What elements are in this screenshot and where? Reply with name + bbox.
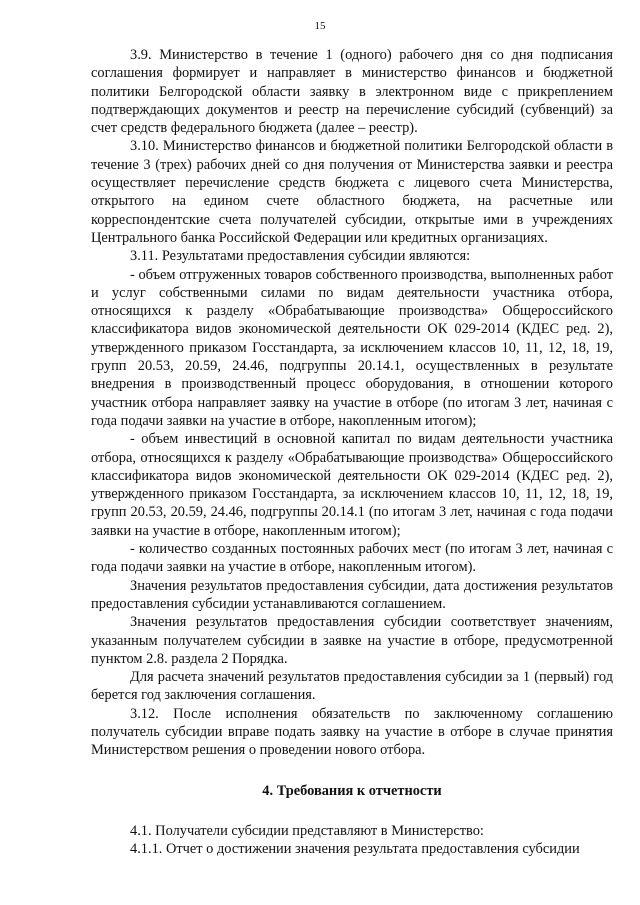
- paragraph-result-correspondence: Значения результатов предоставления субсидии соответствует значениям, указанным получателем субсидии в заявке на участие в отборе, предусмотренной пунктом 2.8. раздела 2 Порядка.: [91, 614, 613, 667]
- paragraph-3-11: 3.11. Результатами предоставления субсидии являются:: [130, 248, 471, 265]
- section-heading: 4. Требования к отчетности: [262, 782, 442, 799]
- section-gap: [91, 760, 613, 782]
- list-item-shipped-goods: - объем отгруженных товаров собственного производства, выполненных работ и услуг собственными силами по видам деятельности участника отбора, относящихся к разделу «Обрабатывающие производства» Общероссийского классификатора видов экономической деятельности ОК 029-2014 (КДЕС ред. 2), утвержденного приказом Госстандарта, за исключением классов 10, 11, 12, 18, 19, групп 20.53, 20.59, 24.46, подгруппы 20.14.1, осуществленных в результате внедрения в производственный процесс оборудования, в отношении которого участник отбора направляет заявку на участие в отборе (по итогам 3 лет, начиная с года подачи заявки на участие в отборе, накопленным итогом);: [91, 266, 613, 429]
- list-item-jobs: - количество созданных постоянных рабочих мест (по итогам 3 лет, начиная с года подачи заявки на участие в отборе, накопленным итогом).: [91, 541, 613, 576]
- paragraph-result-values: Значения результатов предоставления субсидии, дата достижения результатов предоставления субсидии устанавливаются соглашением.: [91, 577, 613, 612]
- list-item-investments: - объем инвестиций в основной капитал по видам деятельности участника отбора, относящихся к разделу «Обрабатывающие производства» Общероссийского классификатора видов экономической деятельности ОК 029-2014 (КДЕС ред. 2), утвержденного приказом Госстандарта, за исключением классов 10, 11, 12, 18, 19, групп 20.53, 20.59, 24.46, подгруппы 20.14.1 (по итогам 3 лет, начиная с года подачи заявки на участие в отборе, накопленным итогом);: [91, 431, 613, 539]
- paragraph-3-9: 3.9. Министерство в течение 1 (одного) рабочего дня со дня подписания соглашения формирует и направляет в министерство финансов и бюджетной политики Белгородской области заявку в электронном виде с прикреплением подтверждающих документов и реестр на перечисление субсидий (субвенций) за счет средств федерального бюджета (далее – реестр).: [91, 47, 613, 137]
- paragraph-4-1-1: 4.1.1. Отчет о достижении значения результата предоставления субсидии: [130, 841, 580, 858]
- paragraph-3-12: 3.12. После исполнения обязательств по заключенному соглашению получатель субсидии вправе подать заявку на участие в отборе в случае принятия Министерством решения о проведении нового отбора.: [91, 705, 613, 759]
- paragraph-4-1: 4.1. Получатели субсидии представляют в Министерство:: [130, 822, 484, 839]
- document-body: [91, 46, 613, 858]
- page-number: 15: [314, 20, 326, 32]
- paragraph-first-year: Для расчета значений результатов предоставления субсидии за 1 (первый) год берется год заключения соглашения.: [91, 669, 613, 704]
- section-gap-after: [91, 800, 613, 822]
- paragraph-3-10: 3.10. Министерство финансов и бюджетной политики Белгородской области в течение 3 (трех) рабочих дней со дня получения от Министерства заявки и реестра осуществляет перечисление средств бюджета с лицевого счета Министерства, открытого на едином счете областного бюджета, на расчетные или корреспондентские счета получателей субсидии, открытые ими в учреждениях Центрального банка Российской Федерации или кредитных организациях.: [91, 138, 613, 246]
